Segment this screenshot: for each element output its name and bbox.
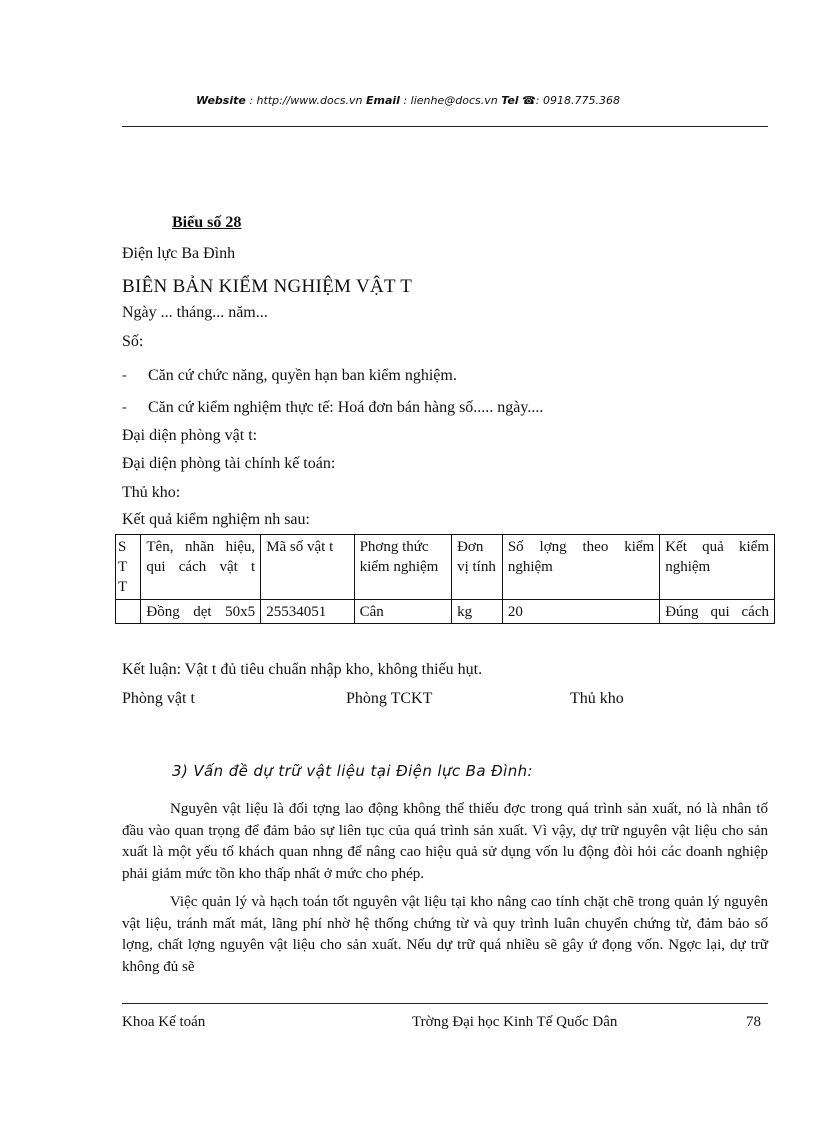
header-stt: S T T	[116, 535, 141, 600]
number-line: Số:	[122, 333, 144, 350]
header-rule	[122, 126, 768, 127]
signature-finance-dept: Phòng TCKT	[346, 690, 433, 707]
signature-storekeeper: Thủ kho	[570, 690, 624, 707]
result-intro: Kết quả kiểm nghiệm nh sau:	[122, 511, 310, 528]
page-header	[0, 94, 816, 107]
header-method: Phơng thức kiểm nghiệm	[354, 535, 451, 600]
header-name: Tên, nhãn hiệu, qui cách vật t	[141, 535, 261, 600]
rep-finance: Đại diện phòng tài chính kế toán:	[122, 455, 336, 472]
website-label: Website	[196, 94, 246, 107]
email-value: : lienhe@docs.vn	[403, 94, 498, 107]
website-value: : http://www.docs.vn	[249, 94, 363, 107]
footer-rule	[122, 1003, 768, 1004]
header-unit: Đơn vị tính	[452, 535, 503, 600]
email-label: Email	[366, 94, 400, 107]
footer-university: Trờng Đại học Kinh Tế Quốc Dân	[412, 1014, 618, 1030]
paragraph: Việc quản lý và hạch toán tốt nguyên vật liệu tại kho nâng cao tính chặt chẽ trong quản lý nguyên vật liệu, tránh mất mát, lãng phí nhờ hệ thống chứng từ và quy trình luân chuyển chứng từ, đảm bảo số lợng, chất lợng nguyên vật liệu cho sản xuất. Nếu dự trữ quá nhiều sẽ gây ứ đọng vốn. Ngợc lại, dự trữ không đủ sẽ	[122, 894, 768, 975]
storekeeper: Thủ kho:	[122, 484, 181, 501]
cell-unit: kg	[452, 600, 503, 624]
rep-material: Đại diện phòng vật t:	[122, 427, 258, 444]
inspection-table	[115, 534, 775, 624]
cell-qty: 20	[502, 600, 659, 624]
table-header-row	[116, 535, 775, 600]
header-qty: Số lợng theo kiểm nghiệm	[502, 535, 659, 600]
bullet-text-2: Căn cứ kiểm nghiệm thực tế: Hoá đơn bán hàng số..... ngày....	[148, 399, 544, 416]
header-code: Mã số vật t	[261, 535, 354, 600]
cell-stt	[116, 600, 141, 624]
document-title: BIÊN BẢN KIỂM NGHIỆM VẬT T	[122, 276, 413, 297]
conclusion: Kết luận: Vật t đủ tiêu chuẩn nhập kho, không thiếu hụt.	[122, 661, 483, 678]
page-number: 78	[746, 1014, 761, 1030]
footer-faculty: Khoa Kế toán	[122, 1014, 206, 1030]
organization: Điện lực Ba Đình	[122, 245, 236, 262]
bullet-item	[122, 398, 127, 416]
bullet-icon: -	[122, 400, 127, 415]
bullet-item	[122, 366, 127, 384]
section-body	[122, 799, 768, 978]
cell-method: Cân	[354, 600, 451, 624]
paragraph: Nguyên vật liệu là đối tợng lao động không thể thiếu đợc trong quá trình sản xuất, nó là nhân tố đầu vào quan trọng để đảm bảo sự liên tục của quá trình sản xuất. Vì vậy, dự trữ nguyên vật liệu cho sản xuất là một yếu tố khách quan nhng để nâng cao hiệu quả sử dụng vốn lu động đòi hỏi các doanh nghiệp phải giảm mức tồn kho thấp nhất ở mức cho phép.	[122, 801, 768, 882]
cell-code: 25534051	[261, 600, 354, 624]
bullet-icon: -	[122, 368, 127, 383]
cell-result: Đúng qui cách	[660, 600, 775, 624]
header-result: Kết quả kiểm nghiệm	[660, 535, 775, 600]
date-line: Ngày ... tháng... năm...	[122, 304, 268, 321]
phone-icon: ☎	[522, 94, 536, 107]
tel-label: Tel	[501, 94, 519, 107]
signature-material-dept: Phòng vật t	[122, 690, 195, 707]
bullet-text-1: Căn cứ chức năng, quyền hạn ban kiểm nghiệm.	[148, 367, 457, 384]
tel-value: : 0918.775.368	[535, 94, 620, 107]
cell-name: Đồng dẹt 50x5	[141, 600, 261, 624]
form-number: Biểu số 28	[172, 214, 242, 231]
section-title: 3) Vấn đề dự trữ vật liệu tại Điện lực Ba Đình:	[172, 762, 533, 780]
table-row	[116, 600, 775, 624]
